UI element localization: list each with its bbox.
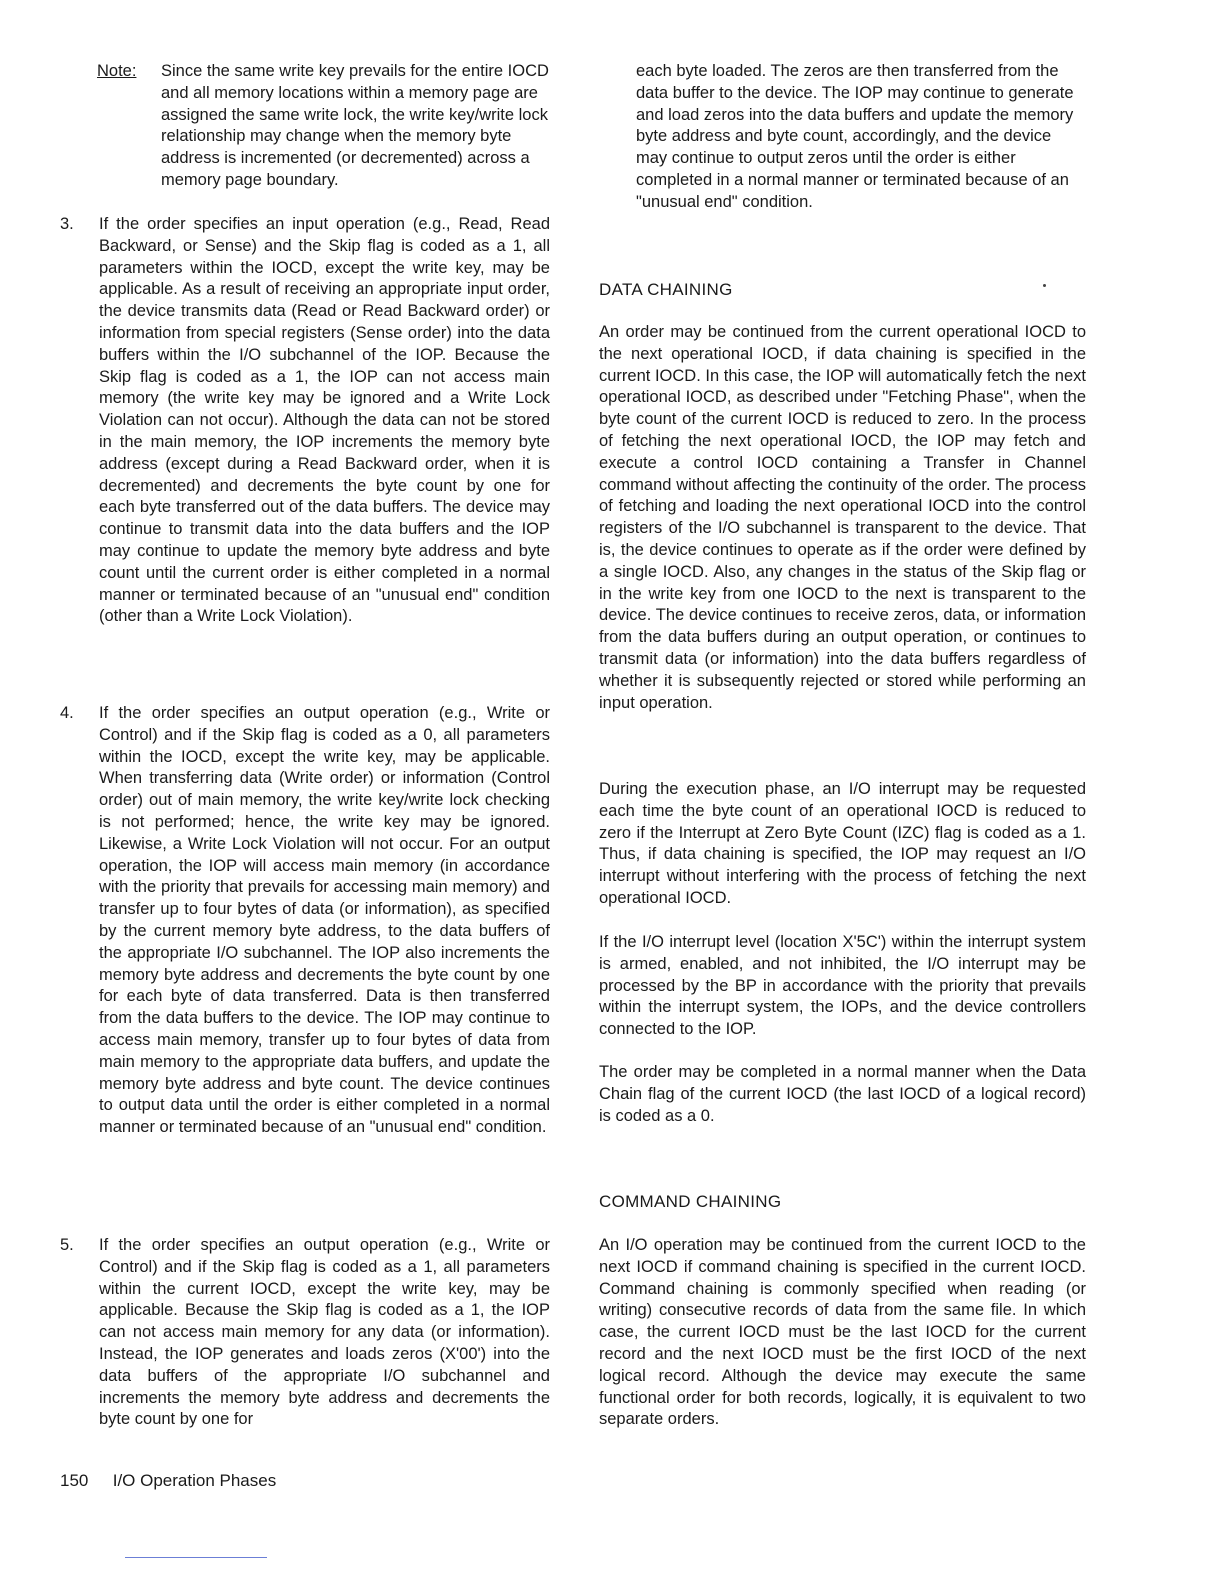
heading-command-chaining: COMMAND CHAINING [599, 1192, 782, 1211]
note [97, 61, 557, 192]
item-number: 5. [60, 1236, 74, 1254]
data-chaining-paragraph-4: The order may be completed in a normal manner when the Data Chain flag of the current IOCD (the last IOCD of a logical record) is coded as a 0. [599, 1063, 1086, 1125]
data-chaining-paragraph-2: During the execution phase, an I/O interrupt may be requested each time the byte count of an operational IOCD is reduced to zero if the Interrupt at Zero Byte Count (IZC) flag is coded as a 1. Thus, if data chaining is specified, the IOP may request an I/O interrupt without interfering with the process of fetching the next operational IOCD. [599, 780, 1086, 907]
command-chaining-paragraph-1: An I/O operation may be continued from the current IOCD to the next IOCD if command chaining is specified in the current IOCD. Command chaining is commonly specified when reading (or writing) consecutive records of data from the same file. In which case, the current IOCD must be the last IOCD for the current record and the next IOCD must be the first IOCD of the next logical record. Although the device may execute the same functional order for both records, logically, it is equivalent to two separate orders. [599, 1236, 1086, 1429]
item-text: If the order specifies an input operation (e.g., Read, Read Backward, or Sense) and the Skip flag is coded as a 1, all parameters within the IOCD, except the write key, may be applicable. As a result of receiving an appropriate input order, the device transmits data (Read or Read Backward order) or information from special registers (Sense order) into the data buffers within the I/O subchannel of the IOP. Because the Skip flag is coded as a 1, the IOP can not access main memory (the write key may be ignored and a Write Lock Violation can not occur). Although the data can not be stored in the main memory, the IOP increments the memory byte address (except during a Read Backward order, when it is decremented) and decrements the byte count by one for each byte transferred out of the data buffers. The device may continue to transmit data into the data buffers and the IOP may continue to update the memory byte address and byte count until the current order is either completed in a normal manner or terminated because of an "unusual end" condition (other than a Write Lock Violation). [99, 215, 550, 626]
item-5-continuation: each byte loaded. The zeros are then transferred from the data buffer to the device. The IOP may continue to generate and load zeros into the data buffers and update the memory byte address and byte count, accordingly, and the device may continue to output zeros until the order is either completed in a normal manner or terminated because of an "unusual end" condition. [636, 62, 1074, 211]
item-number: 3. [60, 215, 74, 233]
note-label: Note: [97, 62, 137, 80]
list-item-4 [60, 703, 550, 1139]
item-number: 4. [60, 704, 74, 722]
data-chaining-paragraph-1: An order may be continued from the current operational IOCD to the next operational IOCD, if data chaining is specified in the current IOCD. In this case, the IOP will automatically fetch the next operational IOCD, as described under "Fetching Phase", when the byte count of the current IOCD is reduced to zero. In the process of fetching the next operational IOCD, the IOP may fetch and execute a control IOCD containing a Transfer in Channel command without affecting the continuity of the order. The process of fetching and loading the next operational IOCD into the control registers of the I/O subchannel is transparent to the device. That is, the device continues to operate as if the order were defined by a single IOCD. Also, any changes in the status of the Skip flag or in the write key from one IOCD to the next is transparent to the device. The device continues to receive zeros, data, or information from the data buffers during an output operation, or continues to transmit data (or information) into the data buffers regardless of whether it is subsequently rejected or stored while performing an input operation. [599, 323, 1086, 712]
note-text: Since the same write key prevails for the entire IOCD and all memory locations within a memory page are assigned the same write lock, the write key/write lock relationship may change when the memory byte address is incremented (or decremented) across a memory page boundary. [161, 62, 549, 189]
data-chaining-paragraph-3: If the I/O interrupt level (location X'5C') within the interrupt system is armed, enabled, and not inhibited, the I/O interrupt may be processed by the BP in accordance with the priority that prevails within the interrupt system, the IOPs, and the device controllers connected to the IOP. [599, 933, 1086, 1039]
scan-speck [1043, 284, 1046, 287]
scan-rule-artifact [125, 1557, 267, 1558]
list-item-3 [60, 214, 550, 628]
item-text: If the order specifies an output operation (e.g., Write or Control) and if the Skip flag is coded as a 1, all parameters within the current IOCD, except the write key, may be applicable. Because the Skip flag is coded as a 1, the IOP can not access main memory for any data (or information). Instead, the IOP generates and loads zeros (X'00') into the data buffers of the appropriate I/O subchannel and increments the memory byte address and decrements the byte count by one for [99, 1236, 550, 1429]
heading-data-chaining: DATA CHAINING [599, 280, 733, 299]
list-item-5 [60, 1235, 550, 1431]
footer-section-title: I/O Operation Phases [112, 1471, 277, 1490]
page-number: 150 [60, 1471, 89, 1490]
item-text: If the order specifies an output operation (e.g., Write or Control) and if the Skip flag is coded as a 0, all parameters within the IOCD, except the write key, may be applicable. When transferring data (Write order) or information (Control order) out of main memory, the write key/write lock checking is not performed; hence, the write key may be ignored. Likewise, a Write Lock Violation will not occur. For an output operation, the IOP will access main memory (in accordance with the priority that prevails for accessing main memory) and transfer up to four bytes of data (or information), as specified by the current memory byte address, to the data buffers of the appropriate I/O subchannel. The IOP also increments the memory byte address and decrements the byte count by one for each byte of data transferred. Data is then transferred from the data buffers to the device. The IOP may continue to access main memory, transfer up to four bytes of data from main memory to the appropriate data buffers, and update the memory byte address and byte count. The device continues to output data until the order is either completed in a normal manner or terminated because of an "unusual end" condition. [99, 704, 550, 1137]
page-footer [60, 1470, 276, 1492]
